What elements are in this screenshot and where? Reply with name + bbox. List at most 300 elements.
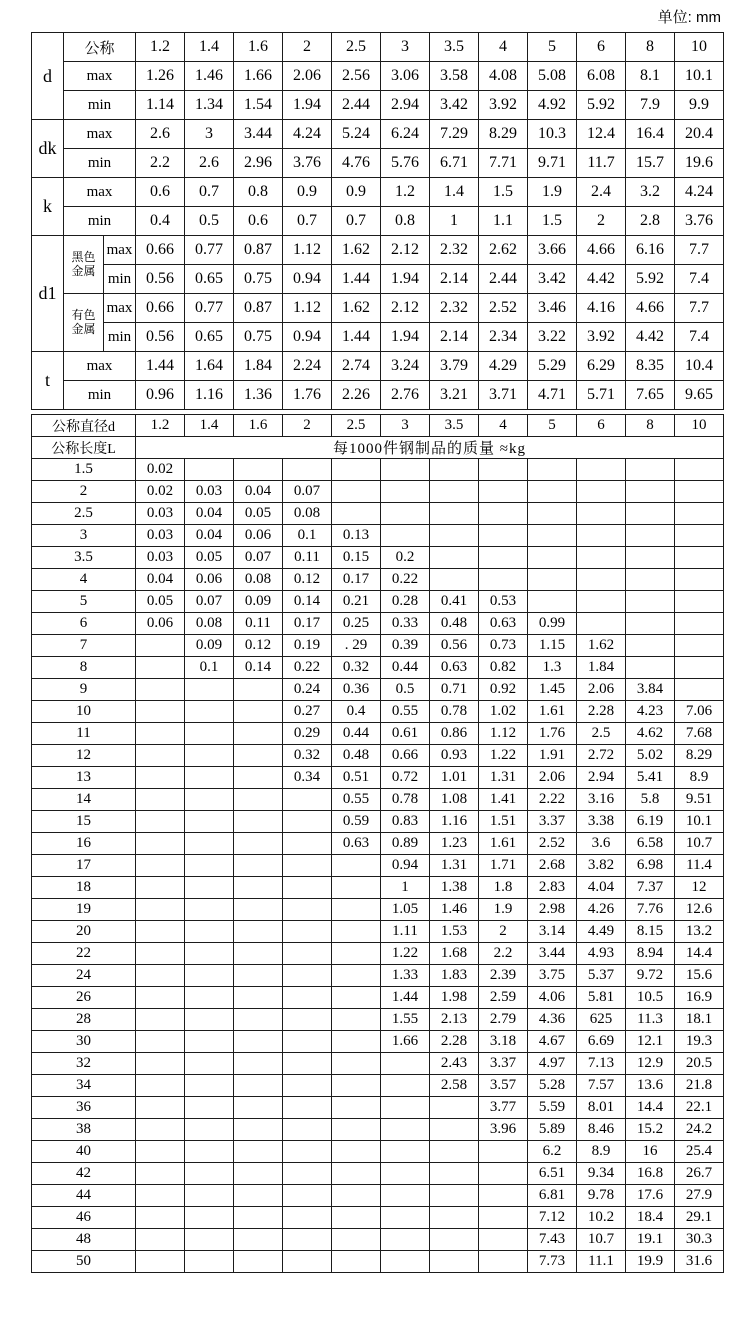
weight-length-cell: 6 <box>32 613 136 635</box>
weight-row <box>32 701 724 723</box>
weight-value-cell <box>136 1075 185 1097</box>
spec-value-cell: 3.44 <box>234 120 283 149</box>
weight-length-cell: 50 <box>32 1251 136 1273</box>
weight-value-cell <box>234 943 283 965</box>
spec-value-cell: 5.92 <box>626 265 675 294</box>
weight-length-cell: 26 <box>32 987 136 1009</box>
weight-value-cell: 16 <box>626 1141 675 1163</box>
weight-value-cell <box>332 1229 381 1251</box>
weight-value-cell <box>332 1075 381 1097</box>
spec-value-cell: 9.65 <box>675 381 724 410</box>
weight-value-cell: 17.6 <box>626 1185 675 1207</box>
weight-value-cell: 0.25 <box>332 613 381 635</box>
weight-length-cell: 22 <box>32 943 136 965</box>
weight-value-cell: 4.62 <box>626 723 675 745</box>
spec-value-cell: 1.12 <box>283 294 332 323</box>
weight-row <box>32 591 724 613</box>
spec-value-cell: 2.14 <box>430 265 479 294</box>
weight-value-cell <box>675 657 724 679</box>
weight-value-cell: 2.13 <box>430 1009 479 1031</box>
weight-value-cell: 0.48 <box>332 745 381 767</box>
weight-value-cell: 0.09 <box>185 635 234 657</box>
spec-value-cell: 6.08 <box>577 62 626 91</box>
weight-value-cell <box>577 569 626 591</box>
weight-value-cell: 1.68 <box>430 943 479 965</box>
spec-value-cell: 3.76 <box>675 207 724 236</box>
weight-value-cell <box>430 1185 479 1207</box>
weight-value-cell <box>381 1141 430 1163</box>
weight-value-cell: 1.46 <box>430 899 479 921</box>
weight-value-cell <box>577 525 626 547</box>
weight-value-cell <box>136 921 185 943</box>
spec-limit-label: max <box>64 352 136 381</box>
weight-value-cell <box>283 899 332 921</box>
weight-value-cell <box>479 1185 528 1207</box>
weight-value-cell <box>136 987 185 1009</box>
weight-value-cell: 0.07 <box>283 481 332 503</box>
spec-value-cell: 1.64 <box>185 352 234 381</box>
spec-value-cell: 10.4 <box>675 352 724 381</box>
weight-length-cell: 19 <box>32 899 136 921</box>
weight-value-cell: 0.21 <box>332 591 381 613</box>
weight-value-cell: 7.73 <box>528 1251 577 1273</box>
spec-value-cell: 2.96 <box>234 149 283 178</box>
weight-value-cell <box>185 1075 234 1097</box>
weight-length-cell: 48 <box>32 1229 136 1251</box>
spec-row <box>32 323 724 352</box>
spec-value-cell: 5.24 <box>332 120 381 149</box>
spec-value-cell: 4.42 <box>577 265 626 294</box>
weight-value-cell <box>675 459 724 481</box>
spec-value-cell: 2 <box>283 33 332 62</box>
weight-value-cell: 1.71 <box>479 855 528 877</box>
spec-value-cell: 0.65 <box>185 323 234 352</box>
spec-limit-label: max <box>64 178 136 207</box>
weight-column-header: 10 <box>675 415 724 437</box>
weight-value-cell <box>430 481 479 503</box>
spec-value-cell: 4.24 <box>283 120 332 149</box>
weight-value-cell: 2.79 <box>479 1009 528 1031</box>
weight-value-cell <box>430 1141 479 1163</box>
spec-value-cell: 1.94 <box>283 91 332 120</box>
weight-value-cell: 8.9 <box>577 1141 626 1163</box>
weight-value-cell <box>136 1119 185 1141</box>
weight-value-cell: 0.12 <box>234 635 283 657</box>
spec-value-cell: 3 <box>381 33 430 62</box>
spec-value-cell: 0.8 <box>234 178 283 207</box>
weight-value-cell: 5.41 <box>626 767 675 789</box>
weight-value-cell <box>626 613 675 635</box>
weight-value-cell: 1.61 <box>528 701 577 723</box>
weight-value-cell: 10.1 <box>675 811 724 833</box>
weight-value-cell <box>332 1141 381 1163</box>
spec-value-cell: 4.76 <box>332 149 381 178</box>
weight-value-cell <box>234 1163 283 1185</box>
spec-table-body <box>32 33 724 410</box>
weight-length-cell: 20 <box>32 921 136 943</box>
weight-header-row <box>32 415 724 437</box>
weight-row <box>32 569 724 591</box>
spec-limit-label: min <box>104 265 136 294</box>
weight-value-cell: 11.4 <box>675 855 724 877</box>
weight-value-cell <box>185 1031 234 1053</box>
spec-value-cell: 1.44 <box>136 352 185 381</box>
weight-value-cell: 0.04 <box>234 481 283 503</box>
weight-value-cell: 0.78 <box>381 789 430 811</box>
spec-row <box>32 33 724 62</box>
weight-value-cell: 0.27 <box>283 701 332 723</box>
spec-value-cell: 2.52 <box>479 294 528 323</box>
spec-value-cell: 2.5 <box>332 33 381 62</box>
weight-value-cell: 7.06 <box>675 701 724 723</box>
spec-limit-label: max <box>104 294 136 323</box>
weight-value-cell: 0.32 <box>332 657 381 679</box>
weight-value-cell <box>185 723 234 745</box>
weight-value-cell: . 29 <box>332 635 381 657</box>
spec-limit-label: min <box>64 381 136 410</box>
spec-value-cell: 2.2 <box>136 149 185 178</box>
weight-value-cell: 1.11 <box>381 921 430 943</box>
weight-value-cell: 12.1 <box>626 1031 675 1053</box>
spec-limit-label: min <box>104 323 136 352</box>
weight-value-cell <box>479 1229 528 1251</box>
spec-value-cell: 3.24 <box>381 352 430 381</box>
weight-length-cell: 46 <box>32 1207 136 1229</box>
weight-value-cell: 0.32 <box>283 745 332 767</box>
weight-column-header: 8 <box>626 415 675 437</box>
weight-length-cell: 15 <box>32 811 136 833</box>
spec-value-cell: 0.9 <box>283 178 332 207</box>
weight-value-cell: 0.06 <box>136 613 185 635</box>
weight-value-cell <box>185 1053 234 1075</box>
weight-value-cell: 0.08 <box>234 569 283 591</box>
weight-value-cell: 5.37 <box>577 965 626 987</box>
weight-length-cell: 9 <box>32 679 136 701</box>
weight-value-cell: 3.75 <box>528 965 577 987</box>
weight-value-cell: 0.24 <box>283 679 332 701</box>
weight-value-cell: 0.33 <box>381 613 430 635</box>
weight-value-cell <box>185 745 234 767</box>
weight-value-cell: 0.14 <box>234 657 283 679</box>
weight-value-cell <box>381 1229 430 1251</box>
weight-value-cell <box>283 943 332 965</box>
weight-value-cell <box>185 1185 234 1207</box>
weight-value-cell <box>675 525 724 547</box>
weight-value-cell <box>283 1031 332 1053</box>
weight-value-cell <box>332 987 381 1009</box>
weight-value-cell <box>332 1207 381 1229</box>
spec-value-cell: 2.26 <box>332 381 381 410</box>
weight-value-cell: 4.36 <box>528 1009 577 1031</box>
weight-length-cell: 36 <box>32 1097 136 1119</box>
weight-value-cell: 7.68 <box>675 723 724 745</box>
spec-value-cell: 7.7 <box>675 294 724 323</box>
weight-value-cell <box>234 767 283 789</box>
weight-value-cell: 1 <box>381 877 430 899</box>
weight-value-cell <box>528 547 577 569</box>
weight-value-cell <box>185 855 234 877</box>
weight-value-cell: 5.81 <box>577 987 626 1009</box>
weight-value-cell <box>283 789 332 811</box>
weight-value-cell <box>136 1031 185 1053</box>
weight-value-cell <box>430 459 479 481</box>
weight-value-cell: 4.49 <box>577 921 626 943</box>
spec-value-cell: 3.42 <box>528 265 577 294</box>
weight-value-cell: 18.4 <box>626 1207 675 1229</box>
spec-value-cell: 4.29 <box>479 352 528 381</box>
weight-value-cell: 3.14 <box>528 921 577 943</box>
weight-value-cell: 0.66 <box>381 745 430 767</box>
weight-value-cell: 7.12 <box>528 1207 577 1229</box>
weight-value-cell <box>332 877 381 899</box>
weight-value-cell <box>332 1053 381 1075</box>
weight-value-cell <box>136 1207 185 1229</box>
weight-value-cell <box>185 921 234 943</box>
weight-row <box>32 1119 724 1141</box>
weight-value-cell: 16.9 <box>675 987 724 1009</box>
spec-value-cell: 0.66 <box>136 294 185 323</box>
spec-value-cell: 3.46 <box>528 294 577 323</box>
spec-value-cell: 5.29 <box>528 352 577 381</box>
weight-length-cell: 12 <box>32 745 136 767</box>
weight-length-cell: 13 <box>32 767 136 789</box>
spec-value-cell: 8.35 <box>626 352 675 381</box>
weight-value-cell: 10.2 <box>577 1207 626 1229</box>
weight-value-cell: 19.3 <box>675 1031 724 1053</box>
spec-value-cell: 1.54 <box>234 91 283 120</box>
weight-value-cell: 0.92 <box>479 679 528 701</box>
weight-value-cell: 10.7 <box>675 833 724 855</box>
weight-value-cell: 1.3 <box>528 657 577 679</box>
weight-length-cell: 10 <box>32 701 136 723</box>
weight-column-header: 2 <box>283 415 332 437</box>
spec-value-cell: 4.71 <box>528 381 577 410</box>
spec-value-cell: 9.71 <box>528 149 577 178</box>
weight-value-cell <box>136 877 185 899</box>
spec-value-cell: 2.8 <box>626 207 675 236</box>
weight-value-cell <box>332 1185 381 1207</box>
weight-value-cell: 0.5 <box>381 679 430 701</box>
spec-value-cell: 4.42 <box>626 323 675 352</box>
weight-value-cell: 14.4 <box>675 943 724 965</box>
weight-value-cell <box>185 877 234 899</box>
weight-value-cell: 3.82 <box>577 855 626 877</box>
spec-value-cell: 0.7 <box>185 178 234 207</box>
weight-value-cell: 2.06 <box>577 679 626 701</box>
weight-value-cell <box>234 965 283 987</box>
weight-value-cell <box>234 1031 283 1053</box>
weight-value-cell <box>381 481 430 503</box>
weight-row <box>32 899 724 921</box>
weight-value-cell <box>234 811 283 833</box>
weight-row <box>32 1031 724 1053</box>
weight-length-cell: 2 <box>32 481 136 503</box>
weight-value-cell: 2.94 <box>577 767 626 789</box>
weight-mass-header: 每1000件钢制品的质量 ≈kg <box>136 437 724 459</box>
weight-value-cell: 1.22 <box>381 943 430 965</box>
weight-value-cell: 2 <box>479 921 528 943</box>
weight-row <box>32 1053 724 1075</box>
weight-value-cell <box>283 1207 332 1229</box>
weight-value-cell <box>185 1229 234 1251</box>
spec-value-cell: 1.2 <box>136 33 185 62</box>
weight-value-cell <box>332 899 381 921</box>
weight-value-cell: 1.02 <box>479 701 528 723</box>
weight-value-cell <box>136 701 185 723</box>
spec-value-cell: 8.29 <box>479 120 528 149</box>
weight-value-cell <box>185 459 234 481</box>
weight-value-cell: 0.63 <box>479 613 528 635</box>
weight-value-cell: 0.07 <box>185 591 234 613</box>
weight-value-cell <box>136 943 185 965</box>
spec-value-cell: 3.71 <box>479 381 528 410</box>
spec-value-cell: 0.7 <box>283 207 332 236</box>
weight-value-cell: 20.5 <box>675 1053 724 1075</box>
weight-value-cell: 0.08 <box>185 613 234 635</box>
weight-column-header: 2.5 <box>332 415 381 437</box>
weight-value-cell <box>234 899 283 921</box>
spec-value-cell: 5.71 <box>577 381 626 410</box>
spec-value-cell: 3.66 <box>528 236 577 265</box>
spec-value-cell: 7.9 <box>626 91 675 120</box>
weight-value-cell <box>234 1097 283 1119</box>
weight-length-cell: 8 <box>32 657 136 679</box>
weight-value-cell: 12.6 <box>675 899 724 921</box>
weight-column-header: 4 <box>479 415 528 437</box>
spec-value-cell: 2.12 <box>381 294 430 323</box>
weight-value-cell: 13.6 <box>626 1075 675 1097</box>
weight-value-cell <box>675 591 724 613</box>
weight-value-cell: 8.01 <box>577 1097 626 1119</box>
weight-value-cell <box>577 613 626 635</box>
weight-value-cell <box>136 965 185 987</box>
weight-row <box>32 679 724 701</box>
weight-value-cell <box>675 635 724 657</box>
weight-column-header: 1.4 <box>185 415 234 437</box>
weight-value-cell: 0.08 <box>283 503 332 525</box>
weight-row <box>32 921 724 943</box>
spec-value-cell: 2.6 <box>136 120 185 149</box>
weight-row <box>32 481 724 503</box>
weight-value-cell <box>332 921 381 943</box>
weight-value-cell <box>185 1119 234 1141</box>
weight-value-cell: 2.28 <box>577 701 626 723</box>
weight-value-cell: 18.1 <box>675 1009 724 1031</box>
weight-value-cell <box>577 503 626 525</box>
weight-value-cell <box>136 723 185 745</box>
weight-value-cell: 26.7 <box>675 1163 724 1185</box>
weight-diameter-header: 公称直径d <box>32 415 136 437</box>
weight-value-cell: 4.97 <box>528 1053 577 1075</box>
spec-value-cell: 0.9 <box>332 178 381 207</box>
spec-value-cell: 1.44 <box>332 323 381 352</box>
weight-row <box>32 1207 724 1229</box>
weight-value-cell <box>479 525 528 547</box>
spec-value-cell: 1.44 <box>332 265 381 294</box>
spec-value-cell: 0.6 <box>136 178 185 207</box>
weight-value-cell <box>136 1163 185 1185</box>
weight-value-cell: 9.72 <box>626 965 675 987</box>
spec-material-label: 黑色金属 <box>64 236 104 294</box>
weight-value-cell: 0.44 <box>381 657 430 679</box>
spec-value-cell: 0.87 <box>234 294 283 323</box>
weight-value-cell <box>283 1185 332 1207</box>
spec-value-cell: 2.4 <box>577 178 626 207</box>
spec-value-cell: 5.92 <box>577 91 626 120</box>
spec-value-cell: 0.77 <box>185 294 234 323</box>
spec-group-label: d <box>32 33 64 120</box>
weight-value-cell <box>626 569 675 591</box>
weight-value-cell: 0.22 <box>381 569 430 591</box>
weight-column-header: 5 <box>528 415 577 437</box>
weight-value-cell: 0.04 <box>185 525 234 547</box>
weight-value-cell <box>234 701 283 723</box>
weight-row <box>32 613 724 635</box>
spec-value-cell: 4.08 <box>479 62 528 91</box>
spec-row <box>32 149 724 178</box>
spec-value-cell: 1.2 <box>381 178 430 207</box>
spec-limit-label: min <box>64 149 136 178</box>
weight-row <box>32 833 724 855</box>
weight-value-cell: 0.12 <box>283 569 332 591</box>
weight-value-cell <box>283 1075 332 1097</box>
weight-value-cell: 4.93 <box>577 943 626 965</box>
weight-value-cell <box>283 1141 332 1163</box>
weight-value-cell: 4.04 <box>577 877 626 899</box>
weight-value-cell: 1.9 <box>479 899 528 921</box>
spec-value-cell: 6.16 <box>626 236 675 265</box>
weight-length-cell: 42 <box>32 1163 136 1185</box>
weight-value-cell: 0.09 <box>234 591 283 613</box>
spec-value-cell: 0.66 <box>136 236 185 265</box>
weight-value-cell <box>185 899 234 921</box>
weight-value-cell: 0.82 <box>479 657 528 679</box>
weight-value-cell: 21.8 <box>675 1075 724 1097</box>
spec-value-cell: 0.75 <box>234 323 283 352</box>
weight-value-cell: 0.63 <box>430 657 479 679</box>
spec-value-cell: 3.92 <box>577 323 626 352</box>
weight-value-cell: 1.55 <box>381 1009 430 1031</box>
weight-value-cell: 0.34 <box>283 767 332 789</box>
weight-value-cell <box>185 943 234 965</box>
weight-value-cell <box>381 1163 430 1185</box>
spec-value-cell: 1.4 <box>185 33 234 62</box>
weight-value-cell <box>234 1185 283 1207</box>
weight-value-cell <box>136 855 185 877</box>
weight-value-cell: 1.83 <box>430 965 479 987</box>
weight-value-cell: 0.56 <box>430 635 479 657</box>
spec-value-cell: 1.14 <box>136 91 185 120</box>
weight-row <box>32 745 724 767</box>
weight-value-cell: 7.57 <box>577 1075 626 1097</box>
weight-value-cell <box>479 569 528 591</box>
weight-value-cell <box>332 459 381 481</box>
weight-value-cell <box>136 635 185 657</box>
weight-value-cell: 0.29 <box>283 723 332 745</box>
weight-value-cell <box>136 767 185 789</box>
weight-value-cell <box>381 1097 430 1119</box>
spec-value-cell: 1.6 <box>234 33 283 62</box>
weight-value-cell: 0.1 <box>283 525 332 547</box>
weight-value-cell: 3.6 <box>577 833 626 855</box>
weight-value-cell <box>332 943 381 965</box>
weight-value-cell: 5.8 <box>626 789 675 811</box>
weight-table-body <box>32 415 724 1273</box>
weight-length-cell: 5 <box>32 591 136 613</box>
weight-value-cell: 10.7 <box>577 1229 626 1251</box>
weight-value-cell <box>381 1207 430 1229</box>
weight-column-header: 1.2 <box>136 415 185 437</box>
